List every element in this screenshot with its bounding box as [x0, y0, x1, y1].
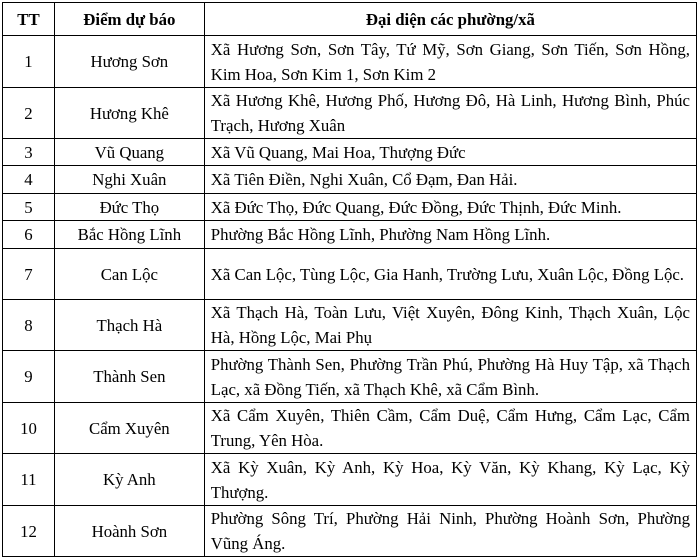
ward-list: Xã Hương Sơn, Sơn Tây, Tứ Mỹ, Sơn Giang, Sơn Tiến, Sơn Hồng, Kim Hoa, Sơn Kim 1, Sơn Kim 2	[204, 36, 696, 88]
row-number: 12	[3, 506, 55, 557]
forecast-point: Đức Thọ	[54, 194, 204, 221]
table-row	[3, 221, 697, 249]
forecast-point: Nghi Xuân	[54, 166, 204, 194]
row-number: 5	[3, 194, 55, 221]
table-row	[3, 88, 697, 139]
table-row	[3, 194, 697, 221]
ward-list: Phường Sông Trí, Phường Hải Ninh, Phường Hoành Sơn, Phường Vũng Áng.	[204, 506, 696, 557]
forecast-point: Kỳ Anh	[54, 454, 204, 506]
forecast-table	[2, 2, 697, 557]
ward-list: Phường Thành Sen, Phường Trần Phú, Phường Hà Huy Tập, xã Thạch Lạc, xã Đồng Tiến, xã Thạch Khê, xã Cẩm Bình.	[204, 351, 696, 403]
row-number: 3	[3, 139, 55, 166]
row-number: 9	[3, 351, 55, 403]
forecast-point: Hương Sơn	[54, 36, 204, 88]
header-tt: TT	[3, 3, 55, 36]
forecast-point: Can Lộc	[54, 249, 204, 300]
ward-list: Phường Bắc Hồng Lĩnh, Phường Nam Hồng Lĩnh.	[204, 221, 696, 249]
ward-list: Xã Cẩm Xuyên, Thiên Cầm, Cẩm Duệ, Cẩm Hưng, Cẩm Lạc, Cẩm Trung, Yên Hòa.	[204, 403, 696, 454]
forecast-table-container	[2, 2, 697, 557]
ward-list: Xã Đức Thọ, Đức Quang, Đức Đồng, Đức Thịnh, Đức Minh.	[204, 194, 696, 221]
ward-list: Xã Vũ Quang, Mai Hoa, Thượng Đức	[204, 139, 696, 166]
table-row	[3, 36, 697, 88]
header-forecast-point: Điểm dự báo	[54, 3, 204, 36]
table-row	[3, 139, 697, 166]
row-number: 6	[3, 221, 55, 249]
forecast-point: Bắc Hồng Lĩnh	[54, 221, 204, 249]
row-number: 1	[3, 36, 55, 88]
ward-list: Xã Can Lộc, Tùng Lộc, Gia Hanh, Trường Lưu, Xuân Lộc, Đồng Lộc.	[204, 249, 696, 300]
table-row	[3, 249, 697, 300]
table-row	[3, 506, 697, 557]
row-number: 2	[3, 88, 55, 139]
forecast-point: Hoành Sơn	[54, 506, 204, 557]
table-row	[3, 166, 697, 194]
ward-list: Xã Hương Khê, Hương Phố, Hương Đô, Hà Linh, Hương Bình, Phúc Trạch, Hương Xuân	[204, 88, 696, 139]
forecast-point: Cẩm Xuyên	[54, 403, 204, 454]
row-number: 7	[3, 249, 55, 300]
row-number: 11	[3, 454, 55, 506]
table-row	[3, 351, 697, 403]
row-number: 4	[3, 166, 55, 194]
table-row	[3, 403, 697, 454]
forecast-point: Vũ Quang	[54, 139, 204, 166]
header-wards: Đại diện các phường/xã	[204, 3, 696, 36]
ward-list: Xã Tiên Điền, Nghi Xuân, Cổ Đạm, Đan Hải.	[204, 166, 696, 194]
table-row	[3, 454, 697, 506]
forecast-point: Hương Khê	[54, 88, 204, 139]
forecast-point: Thạch Hà	[54, 300, 204, 351]
row-number: 10	[3, 403, 55, 454]
table-row	[3, 300, 697, 351]
ward-list: Xã Kỳ Xuân, Kỳ Anh, Kỳ Hoa, Kỳ Văn, Kỳ Khang, Kỳ Lạc, Kỳ Thượng.	[204, 454, 696, 506]
header-row	[3, 3, 697, 36]
ward-list: Xã Thạch Hà, Toàn Lưu, Việt Xuyên, Đông Kinh, Thạch Xuân, Lộc Hà, Hồng Lộc, Mai Phụ	[204, 300, 696, 351]
forecast-point: Thành Sen	[54, 351, 204, 403]
row-number: 8	[3, 300, 55, 351]
